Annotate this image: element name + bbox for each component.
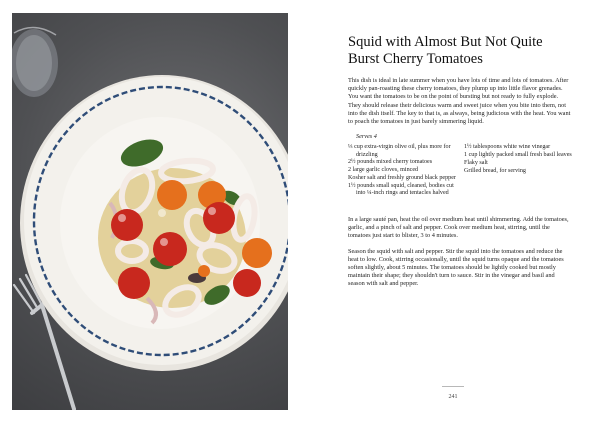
recipe-page <box>348 34 572 296</box>
ingredient: Grilled bread, for serving <box>464 167 526 174</box>
page-number: 241 <box>448 394 458 400</box>
serves-note: Serves 4 <box>356 133 377 141</box>
ingredient: Flaky salt <box>464 159 488 166</box>
recipe-intro: This dish is ideal in late summer when you have lots of time and lots of tomatoes. After quickly pan-roasting these cherry tomatoes, they plump up into little flavor grenades. You want the tomatoes to be on the point of bursting but not ready to fully explode. They should release their delicious warm and sweet juice when you bite into them, not into the dish itself. The key to that is, as always, being judicious with the heat. You want to poach the tomatoes in just barely simmering liquid. <box>348 77 571 126</box>
ingredient: 2 large garlic cloves, minced <box>348 167 419 174</box>
ingredients-column-right <box>464 144 572 198</box>
method-step: In a large sauté pan, heat the oil over medium heat until shimmering. Add the tomatoes, garlic, and a pinch of salt and pepper. Cook over medium heat, stirring, until the tomatoes just start to blister, 3 to 4 minutes. <box>348 216 569 240</box>
method-step: Season the squid with salt and pepper. Stir the squid into the tomatoes and reduce the heat to low. Cook, stirring occasionally, until the squid turns opaque and the tomatoes soften slightly, about 5 minutes. The tomatoes should be lightly cooked but mostly maintain their shape; they shouldn't turn to sauce. Stir in the vinegar and basil and season with salt and pepper. <box>348 247 564 288</box>
page-number-rule <box>442 386 464 387</box>
recipe-title: Squid with Almost But Not Quite Burst Cherry Tomatoes <box>348 34 543 67</box>
ingredients-column-left <box>348 144 456 198</box>
ingredient: 1 cup lightly packed small fresh basil leaves <box>464 152 572 159</box>
ingredients-list <box>348 144 572 198</box>
food-photo <box>12 13 288 410</box>
ingredient: ⅓ cup extra-virgin olive oil, plus more for drizzling <box>348 144 451 158</box>
ingredient: 1½ tablespoons white wine vinegar <box>464 144 551 151</box>
water-glass <box>12 27 58 97</box>
ingredient: 2½ pounds mixed cherry tomatoes <box>348 159 433 166</box>
ingredient: Kosher salt and freshly ground black pepper <box>348 175 456 182</box>
food-photo-illustration <box>12 13 288 410</box>
ingredient: 1½ pounds small squid, cleaned, bodies cut into ¼-inch rings and tentacles halved <box>348 182 454 197</box>
